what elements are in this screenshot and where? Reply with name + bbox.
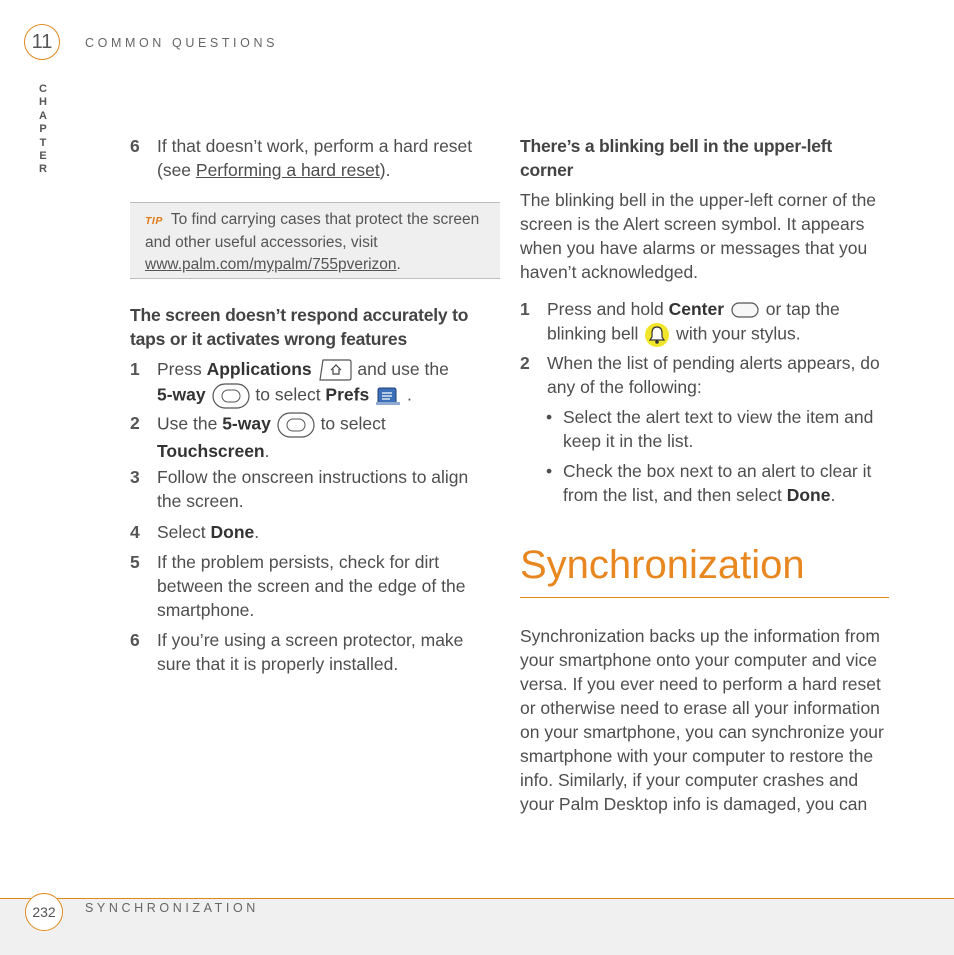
hard-reset-link[interactable]: Performing a hard reset	[195, 160, 380, 180]
prefs-icon	[374, 385, 402, 407]
left-step-2: 2 Use the 5-way to select Touchscreen.	[130, 413, 386, 461]
left-step-1: 1 Press Applications and use the 5-way to select Prefs .	[130, 357, 500, 405]
five-way-navigator-icon	[276, 411, 316, 439]
synchronization-paragraph: Synchronization backs up the information from your smartphone onto your computer and vice versa. If you ever need to perform a hard reset or otherwise need to erase all your information on your smartphone, you can synchronize your smartphone with your computer to restore the info. Similarly, if your computer crashes and your Palm Desktop info is damaged, you can	[520, 626, 884, 814]
tip-text: To find carrying cases that protect the screen and other useful accessories, visit	[145, 211, 480, 251]
section-heading-bell: There’s a blinking bell in the upper-left corner	[520, 136, 833, 180]
footer-title: SYNCHRONIZATION	[85, 901, 259, 915]
chapter-title: COMMON QUESTIONS	[85, 36, 279, 50]
center-button-icon	[729, 300, 761, 320]
page-number-badge: 232	[25, 893, 63, 931]
title-divider	[520, 597, 889, 598]
tip-label: TIP	[145, 215, 163, 227]
chapter-vertical-label: C H A P T E R	[39, 83, 47, 176]
five-way-navigator-icon	[211, 382, 251, 410]
bell-intro-paragraph: The blinking bell in the upper-left corner of the screen is the Alert screen symbol. It appears when you have alarms or messages that you haven’t acknowledged.	[520, 190, 877, 282]
right-step-1: 1 Press and hold Center or tap the blinking bell with your stylus.	[520, 297, 888, 349]
section-title-synchronization: Synchronization	[520, 543, 805, 587]
step-text: If that doesn’t work, perform a hard reset (see	[157, 136, 473, 180]
section-heading-screen: The screen doesn’t respond accurately to taps or it activates wrong features	[130, 305, 469, 349]
tip-box: TIP To find carrying cases that protect the screen and other useful accessories, visit www.palm.com/mypalm/755pverizon.	[130, 202, 500, 279]
chapter-number-badge: 11	[24, 24, 60, 60]
palm-accessories-link[interactable]: www.palm.com/mypalm/755pverizon	[145, 256, 397, 273]
step-number: 6	[130, 136, 140, 156]
applications-key-icon	[317, 358, 353, 382]
alert-bell-icon	[643, 321, 671, 349]
